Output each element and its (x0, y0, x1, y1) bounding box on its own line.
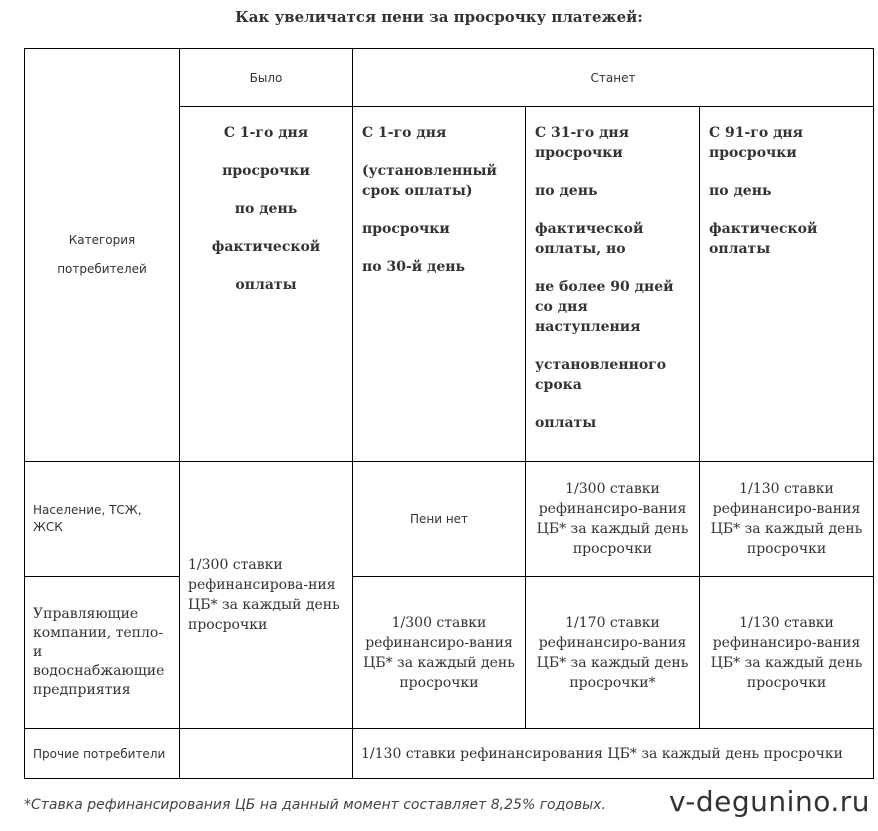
category-header-line-1: Категория (68, 233, 136, 247)
was-period-line: фактической (211, 239, 321, 255)
other-merged-cell: 1/130 ставки рефинансирования ЦБ* за каждый день просрочки (353, 729, 874, 779)
table-row-management (25, 577, 874, 729)
management-cell-1: 1/300 ставки рефинансиро-вания ЦБ* за каждый день просрочки (353, 577, 526, 729)
was-period-cell (180, 107, 353, 462)
penalty-table (24, 48, 874, 779)
will-period-2-line: оплаты (535, 415, 597, 431)
will-period-3-line: фактической оплаты (709, 221, 818, 257)
will-period-3-line: по день (709, 183, 772, 199)
was-header: Было (180, 49, 353, 107)
will-period-2-line: С 31-го дня просрочки (535, 125, 630, 161)
will-period-2-line: установленного срока (535, 357, 667, 393)
management-cell-2: 1/170 ставки рефинансиро-вания ЦБ* за каждый день просрочки* (526, 577, 700, 729)
will-period-1-line: С 1-го дня (362, 125, 447, 141)
table-row-other (25, 729, 874, 779)
will-period-2-line: не более 90 дней со дня наступления (535, 279, 674, 335)
will-period-3-cell (700, 107, 874, 462)
footnote: *Ставка рефинансирования ЦБ на данный момент составляет 8,25% годовых. (24, 797, 606, 813)
will-period-1-line: (установленный срок оплаты) (362, 163, 497, 199)
page-title: Как увеличатся пени за просрочку платежей: (235, 8, 643, 26)
was-period-line: оплаты (235, 277, 297, 293)
row-label-population: Население, ТСЖ, ЖСК (25, 462, 180, 577)
population-cell-3: 1/130 ставки рефинансиро-вания ЦБ* за каждый день просрочки (700, 462, 874, 577)
was-period-line: просрочки (222, 163, 310, 179)
population-cell-1: Пени нет (353, 462, 526, 577)
table-row-population (25, 462, 874, 577)
will-period-1-line: просрочки (362, 221, 450, 237)
row-label-other: Прочие потребители (25, 729, 180, 779)
row-label-management: Управляющие компании, тепло- и водоснабжающие предприятия (25, 577, 180, 729)
management-cell-3: 1/130 ставки рефинансиро-вания ЦБ* за каждый день просрочки (700, 577, 874, 729)
will-period-2-line: фактической оплаты, но (535, 221, 644, 257)
will-period-1-line: по 30-й день (362, 259, 465, 275)
header-row-top (25, 49, 874, 107)
will-period-3-line: С 91-го дня просрочки (709, 125, 804, 161)
site-watermark: v-degunino.ru (668, 785, 870, 818)
was-shared-cell: 1/300 ставки рефинансирова-ния ЦБ* за каждый день просрочки (180, 462, 353, 729)
will-period-1-cell (353, 107, 526, 462)
will-header: Станет (353, 49, 874, 107)
was-other-cell (180, 729, 353, 779)
population-cell-2: 1/300 ставки рефинансиро-вания ЦБ* за каждый день просрочки (526, 462, 700, 577)
will-period-2-cell (526, 107, 700, 462)
category-header-line-2: потребителей (57, 262, 147, 276)
category-header (25, 49, 180, 462)
will-period-2-line: по день (535, 183, 598, 199)
was-period-line: С 1-го дня (223, 125, 309, 141)
was-period-line: по день (234, 201, 298, 217)
